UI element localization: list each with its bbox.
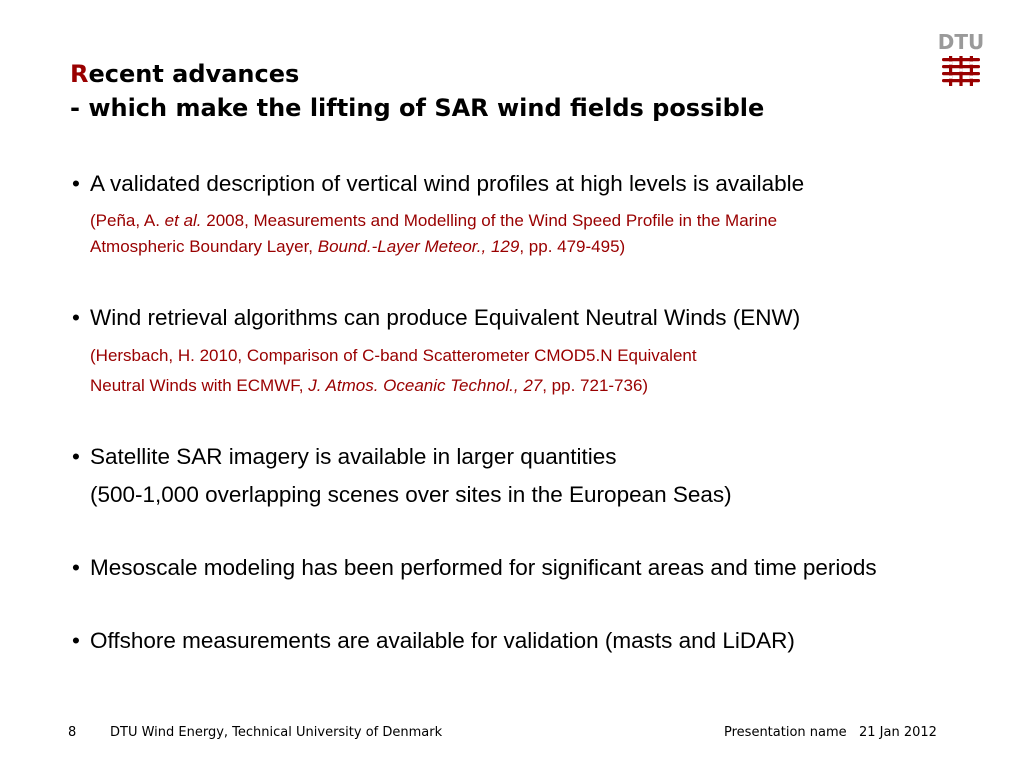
bullet-1-reference-line-1 — [90, 208, 777, 234]
bullet-marker: • — [72, 171, 80, 196]
dtu-logo-text: DTU — [937, 30, 985, 54]
bullet-4-text: Mesoscale modeling has been performed for significant areas and time periods — [90, 555, 877, 580]
bullet-5-text: Offshore measurements are available for validation (masts and LiDAR) — [90, 628, 795, 653]
ref-text: (Peña, A. — [90, 211, 165, 230]
ref-text: (Hersbach, H. 2010, Comparison of C-band Scatterometer CMOD5.N Equivalent — [90, 346, 697, 365]
ref-text: 2008, Measurements and Modelling of the Wind Speed Profile in the Marine — [201, 211, 778, 230]
ref-text: Neutral Winds with ECMWF, — [90, 376, 309, 395]
footer-page-number: 8 — [68, 725, 77, 740]
bullet-2-text: Wind retrieval algorithms can produce Equivalent Neutral Winds (ENW) — [90, 305, 801, 330]
bullet-marker: • — [72, 305, 80, 330]
bullet-1-reference-line-2 — [90, 234, 625, 260]
ref-italic: J. Atmos. Oceanic Technol., 27 — [308, 376, 543, 395]
bullet-3-subtext: (500-1,000 overlapping scenes over sites in the European Seas) — [90, 482, 732, 507]
bullet-2-reference-line-2 — [90, 373, 648, 399]
footer-presentation-name: Presentation name — [724, 725, 847, 740]
bullet-marker: • — [72, 444, 80, 469]
ref-text: , pp. 479-495) — [519, 237, 626, 256]
footer-organization: DTU Wind Energy, Technical University of Denmark — [110, 725, 443, 740]
ref-italic: Bound.-Layer Meteor., 129 — [317, 237, 520, 256]
ref-text: Atmospheric Boundary Layer, — [90, 237, 318, 256]
title-initial: R — [70, 60, 89, 88]
ref-text: , pp. 721-736) — [542, 376, 649, 395]
bullet-marker: • — [72, 628, 80, 653]
title-line-2: - which make the lifting of SAR wind fields possible — [70, 94, 765, 122]
footer-date: 21 Jan 2012 — [859, 725, 937, 740]
bullet-marker: • — [72, 555, 80, 580]
bullet-1-text: A validated description of vertical wind profiles at high levels is available — [90, 171, 805, 196]
ref-italic: et al. — [164, 211, 202, 230]
bullet-3-text: Satellite SAR imagery is available in larger quantities — [90, 444, 617, 469]
bullet-2-reference-line-1 — [90, 343, 697, 369]
title-line-1-rest: ecent advances — [88, 60, 300, 88]
